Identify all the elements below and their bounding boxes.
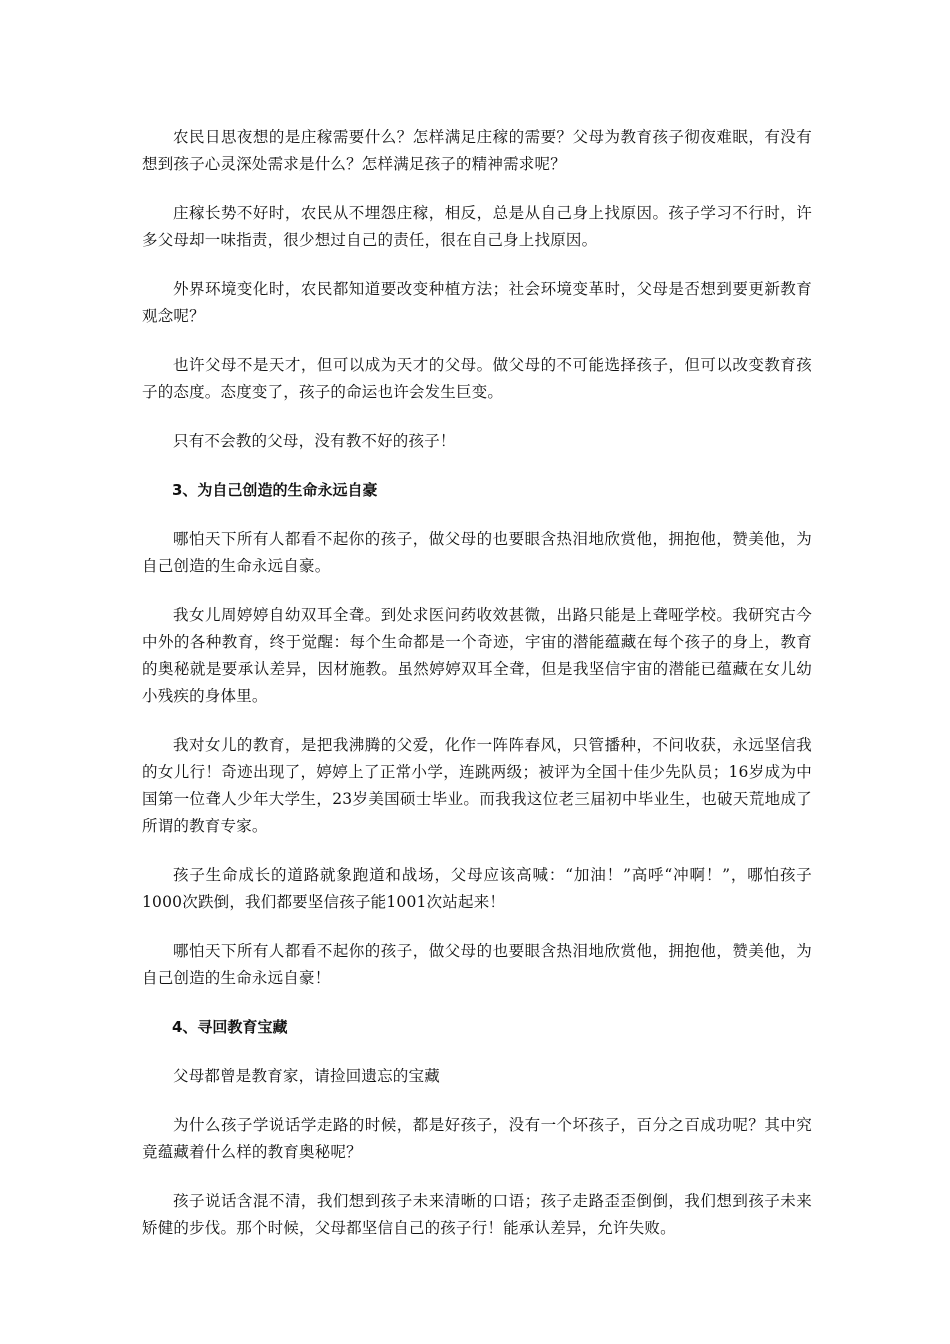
paragraph: 也许父母不是天才，但可以成为天才的父母。做父母的不可能选择孩子，但可以改变教育孩子的态度。态度变了，孩子的命运也许会发生巨变。 bbox=[142, 356, 812, 401]
section-heading-3: 3、为自己创造的生命永远自豪 bbox=[172, 481, 378, 499]
paragraph: 孩子说话含混不清，我们想到孩子未来清晰的口语；孩子走路歪歪倒倒，我们想到孩子未来矫健的步伐。那个时候，父母都坚信自己的孩子行！能承认差异，允许失败。 bbox=[142, 1192, 812, 1237]
paragraph: 哪怕天下所有人都看不起你的孩子，做父母的也要眼含热泪地欣赏他，拥抱他，赞美他，为自己创造的生命永远自豪。 bbox=[142, 530, 812, 575]
paragraph: 农民日思夜想的是庄稼需要什么？怎样满足庄稼的需要？父母为教育孩子彻夜难眠，有没有想到孩子心灵深处需求是什么？怎样满足孩子的精神需求呢？ bbox=[142, 128, 812, 173]
section-heading-4: 4、寻回教育宝藏 bbox=[172, 1018, 288, 1036]
paragraph: 哪怕天下所有人都看不起你的孩子，做父母的也要眼含热泪地欣赏他，拥抱他，赞美他，为自己创造的生命永远自豪！ bbox=[142, 942, 812, 987]
paragraph: 父母都曾是教育家，请捡回遗忘的宝藏 bbox=[173, 1067, 440, 1085]
paragraph: 我对女儿的教育，是把我沸腾的父爱，化作一阵阵春风，只管播种，不问收获，永远坚信我的女儿行！奇迹出现了，婷婷上了正常小学，连跳两级；被评为全国十佳少先队员；16岁成为中国第一位聋人少年大学生，23岁美国硕士毕业。而我我这位老三届初中毕业生，也破天荒地成了所谓的教育专家。 bbox=[142, 736, 812, 835]
paragraph: 为什么孩子学说话学走路的时候，都是好孩子，没有一个坏孩子，百分之百成功呢？其中究竟蕴藏着什么样的教育奥秘呢？ bbox=[142, 1116, 812, 1161]
paragraph: 只有不会教的父母，没有教不好的孩子！ bbox=[173, 432, 456, 450]
paragraph: 我女儿周婷婷自幼双耳全聋。到处求医问药收效甚微，出路只能是上聋哑学校。我研究古今中外的各种教育，终于觉醒：每个生命都是一个奇迹，宇宙的潜能蕴藏在每个孩子的身上，教育的奥秘就是要承认差异，因材施教。虽然婷婷双耳全聋，但是我坚信宇宙的潜能已蕴藏在女儿幼小残疾的身体里。 bbox=[142, 606, 812, 705]
paragraph: 外界环境变化时，农民都知道要改变种植方法；社会环境变革时，父母是否想到要更新教育观念呢？ bbox=[142, 280, 812, 325]
paragraph: 庄稼长势不好时，农民从不埋怨庄稼，相反，总是从自己身上找原因。孩子学习不行时，许多父母却一味指责，很少想过自己的责任，很在自己身上找原因。 bbox=[142, 204, 812, 249]
paragraph: 孩子生命成长的道路就象跑道和战场，父母应该高喊：“加油！”高呼“冲啊！”，哪怕孩子1000次跌倒，我们都要坚信孩子能1001次站起来！ bbox=[142, 866, 812, 911]
document-page bbox=[142, 124, 812, 1264]
